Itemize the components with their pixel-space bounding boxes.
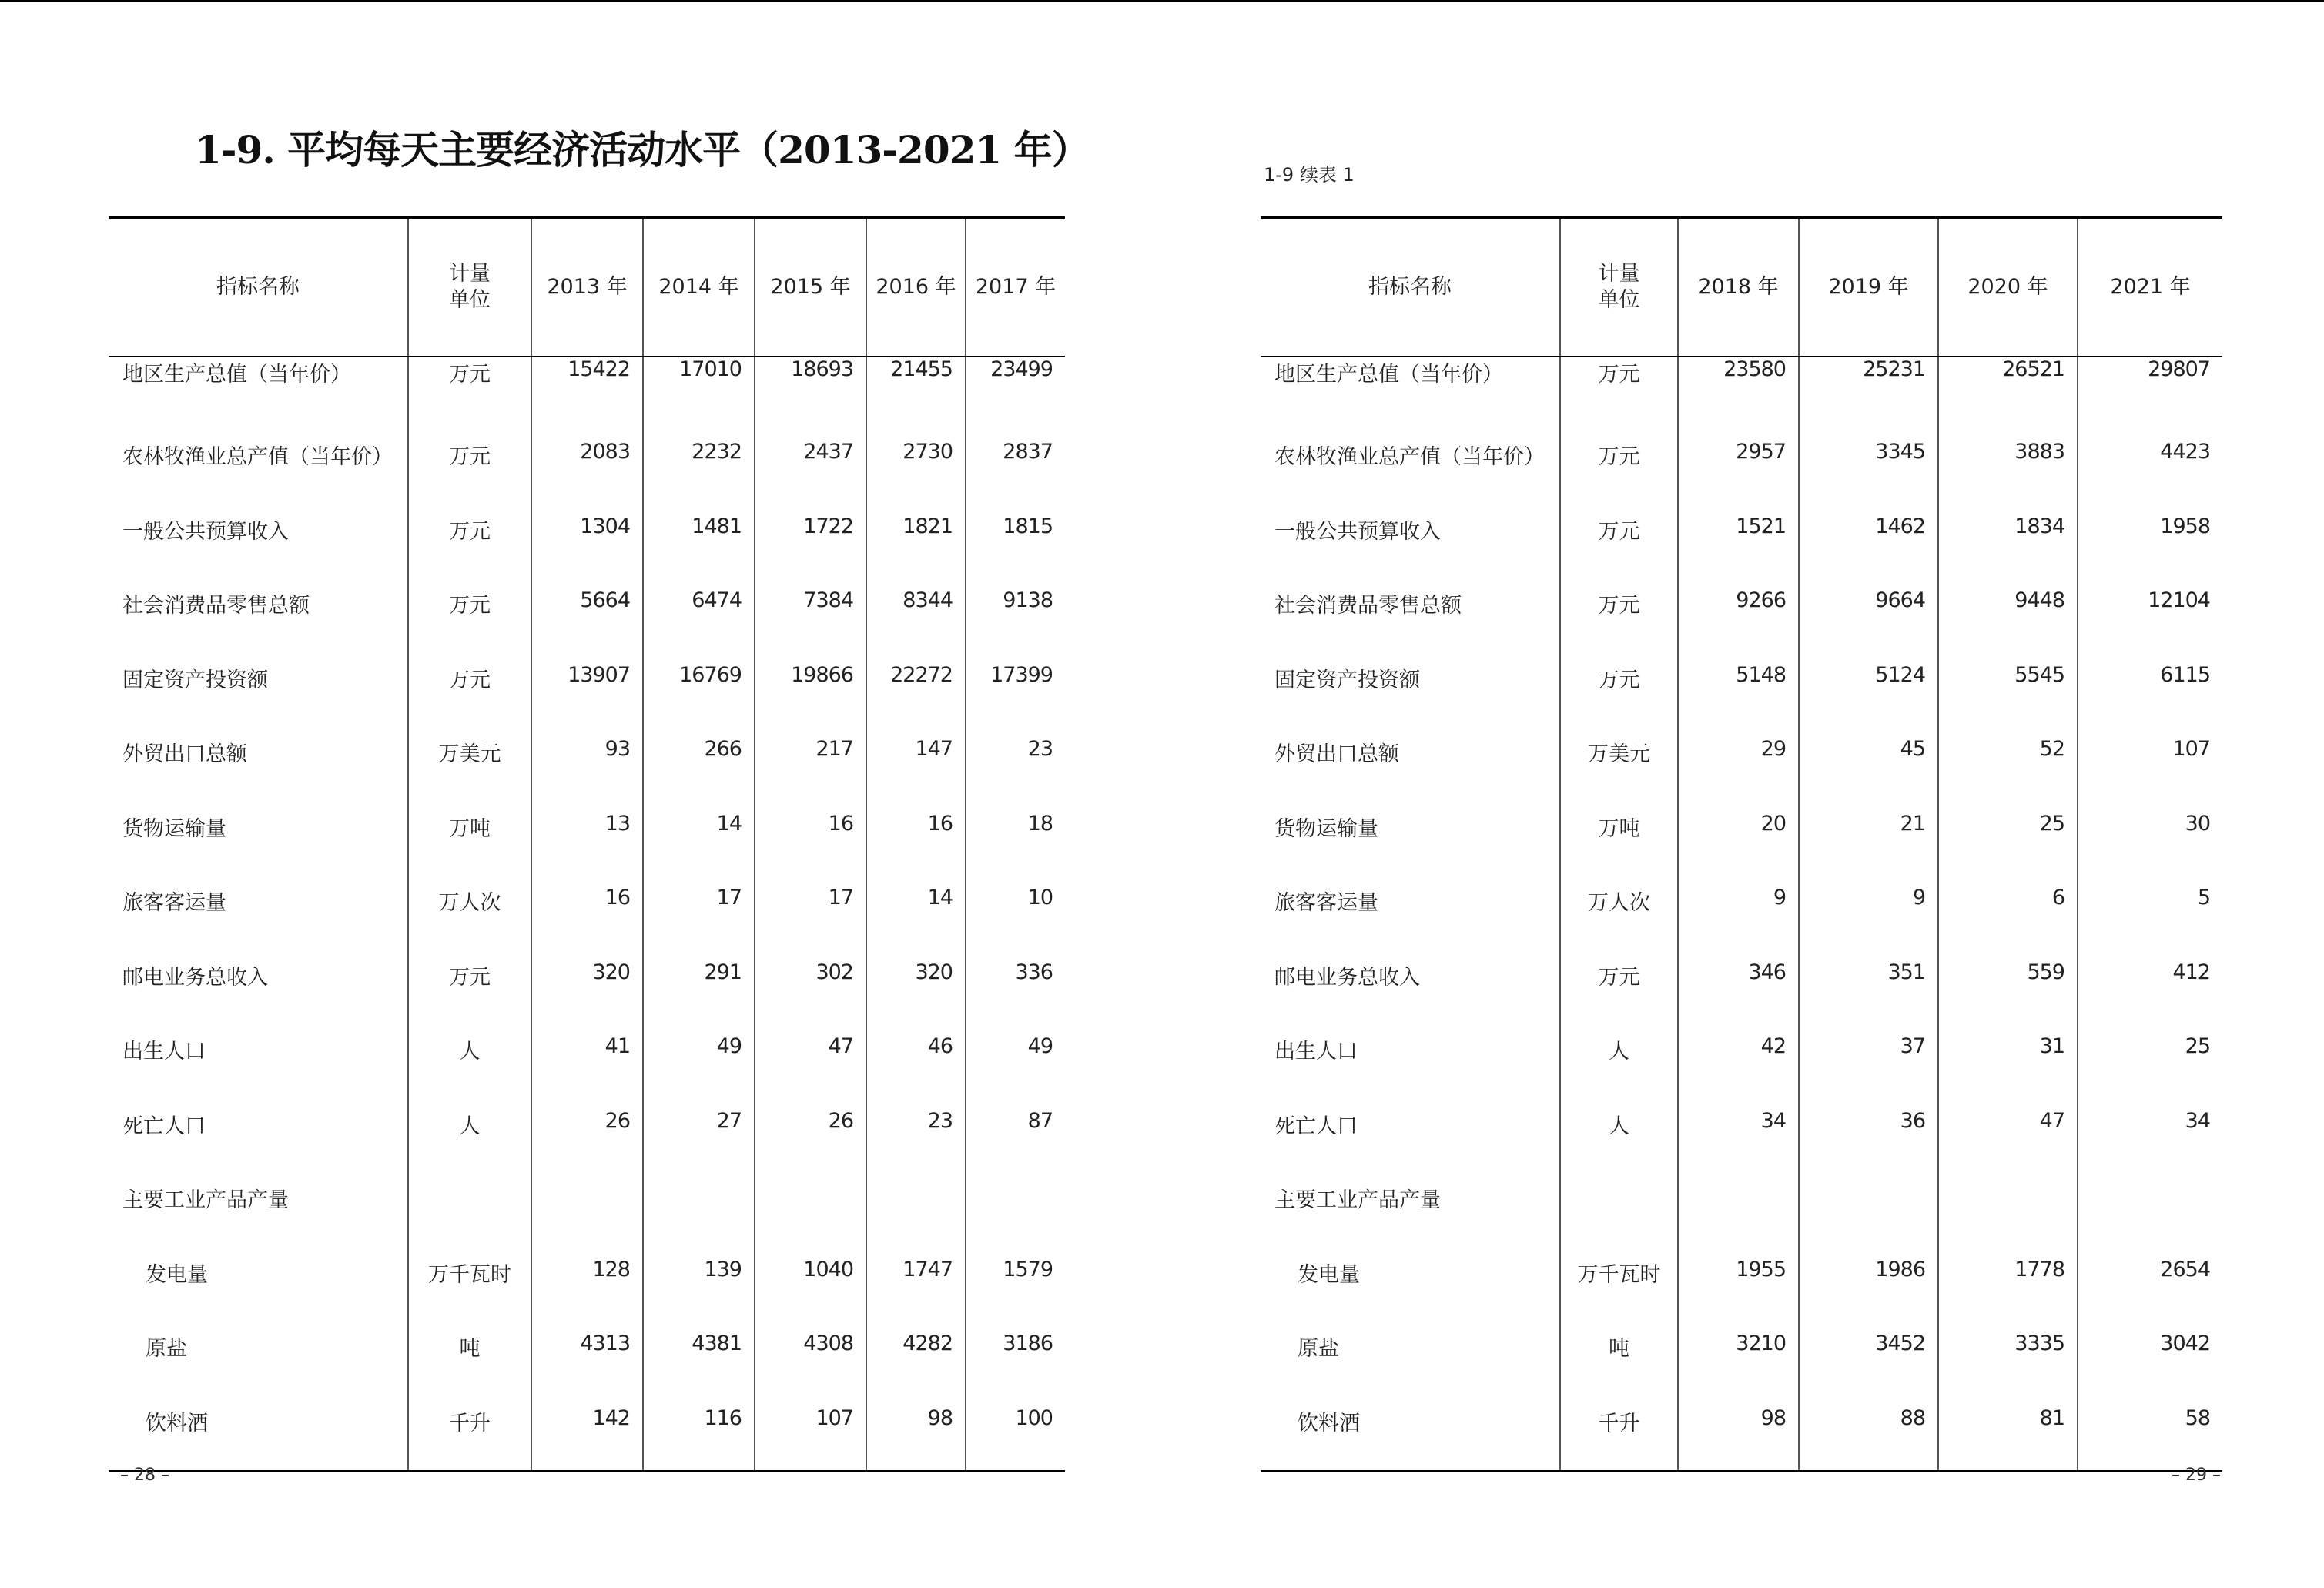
table-row (109, 1174, 1065, 1248)
value-cell: 2837 (1003, 440, 1053, 464)
indicator-name-cell: 固定资产投资额 (1261, 654, 1560, 729)
value-cell: 9 (1678, 876, 1799, 951)
value-cell: 291 (643, 951, 755, 1026)
value-cell: 3345 (1799, 431, 1938, 505)
indicator-name-cell: 邮电业务总收入 (109, 951, 408, 1026)
value-cell: 34 (1678, 1100, 1799, 1174)
value-cell: 3883 (1938, 431, 2078, 505)
table-row (109, 1248, 1065, 1323)
indicator-name-cell: 社会消费品零售总额 (1261, 579, 1560, 654)
unit-cell: 万元 (1560, 431, 1678, 505)
unit-cell: 万千瓦时 (408, 1248, 531, 1323)
indicator-name-cell: 固定资产投资额 (109, 654, 408, 729)
indicator-name-cell: 死亡人口 (1261, 1100, 1560, 1174)
value-cell (643, 1174, 755, 1248)
value-cell: 4423 (2160, 440, 2210, 464)
indicator-name-cell: 货物运输量 (109, 802, 408, 877)
value-cell: 93 (531, 728, 643, 802)
unit-cell: 人 (408, 1025, 531, 1100)
value-cell: 49 (643, 1025, 755, 1100)
header-year: 2015 年 (755, 218, 866, 357)
indicator-name-cell: 货物运输量 (1261, 802, 1560, 877)
value-cell: 351 (1799, 951, 1938, 1026)
value-cell: 13907 (531, 654, 643, 729)
value-cell: 58 (2078, 1397, 2222, 1472)
value-cell: 266 (643, 728, 755, 802)
table-row (1261, 1025, 2222, 1100)
value-cell: 107 (2172, 737, 2210, 761)
stats-table-2013-2017 (109, 216, 1065, 1472)
value-cell: 16 (866, 802, 966, 877)
table-row (109, 951, 1065, 1026)
value-cell: 26 (531, 1100, 643, 1174)
value-cell: 5664 (531, 579, 643, 654)
value-cell: 25231 (1799, 357, 1938, 431)
header-year: 2014 年 (643, 218, 755, 357)
value-cell: 16769 (643, 654, 755, 729)
table-row (109, 1322, 1065, 1397)
value-cell: 4313 (531, 1322, 643, 1397)
header-unit-line2: 单位 (1598, 287, 1640, 312)
table-row (1261, 728, 2222, 802)
value-cell: 46 (866, 1025, 966, 1100)
table-row (109, 1100, 1065, 1174)
value-cell: 49 (1027, 1034, 1053, 1058)
header-year: 2018 年 (1678, 218, 1799, 357)
value-cell: 2654 (2160, 1257, 2210, 1281)
value-cell: 37 (1799, 1025, 1938, 1100)
value-cell (755, 1174, 866, 1248)
indicator-name-cell: 饮料酒 (109, 1397, 408, 1472)
value-cell: 25 (1938, 802, 2078, 877)
value-cell: 31 (1938, 1025, 2078, 1100)
value-cell: 6 (1938, 876, 2078, 951)
value-cell: 42 (1678, 1025, 1799, 1100)
value-cell: 7384 (755, 579, 866, 654)
indicator-name-cell: 原盐 (109, 1322, 408, 1397)
page-number: – 29 – (2172, 1466, 2221, 1485)
unit-cell: 万元 (408, 431, 531, 505)
value-cell: 10 (1027, 886, 1053, 910)
value-cell: 25 (2185, 1034, 2210, 1058)
value-cell: 5 (2197, 886, 2210, 910)
value-cell: 15422 (531, 357, 643, 431)
value-cell: 3042 (2160, 1332, 2210, 1355)
continuation-label: 1-9 续表 1 (1264, 164, 1355, 186)
value-cell: 22272 (866, 654, 966, 729)
header-year: 2021 年 (2078, 218, 2222, 357)
value-cell: 5545 (1938, 654, 2078, 729)
table-row (109, 1025, 1065, 1100)
table-row (1261, 357, 2222, 431)
header-row (1261, 218, 2222, 357)
value-cell: 47 (755, 1025, 866, 1100)
value-cell: 17399 (990, 662, 1053, 687)
indicator-name-cell: 旅客客运量 (1261, 876, 1560, 951)
indicator-name-cell: 主要工业产品产量 (109, 1174, 408, 1248)
unit-cell (408, 1174, 531, 1248)
value-cell: 47 (1938, 1100, 2078, 1174)
indicator-name-cell: 地区生产总值（当年价） (1261, 357, 1560, 431)
table-row (109, 579, 1065, 654)
value-cell: 1579 (1003, 1257, 1053, 1281)
value-cell: 1815 (1003, 514, 1053, 538)
value-cell: 81 (1938, 1397, 2078, 1472)
value-cell: 88 (1799, 1397, 1938, 1472)
table-row (1261, 802, 2222, 877)
value-cell: 3186 (1003, 1332, 1053, 1355)
value-cell: 320 (531, 951, 643, 1026)
value-cell: 9138 (1003, 588, 1053, 612)
header-indicator-name: 指标名称 (1261, 218, 1560, 357)
value-cell: 142 (531, 1397, 643, 1472)
value-cell: 9664 (1799, 579, 1938, 654)
value-cell: 26 (755, 1100, 866, 1174)
value-cell (866, 1174, 966, 1248)
value-cell: 1747 (866, 1248, 966, 1323)
header-unit-line1: 计量 (1598, 261, 1640, 286)
header-unit (408, 218, 531, 357)
table-row (1261, 1322, 2222, 1397)
header-row (109, 218, 1065, 357)
value-cell: 23499 (990, 357, 1053, 381)
value-cell: 21455 (866, 357, 966, 431)
value-cell: 336 (1015, 960, 1053, 984)
table-row (109, 1397, 1065, 1472)
value-cell: 12104 (2148, 588, 2210, 612)
unit-cell: 吨 (1560, 1322, 1678, 1397)
value-cell: 2232 (643, 431, 755, 505)
value-cell: 26521 (1938, 357, 2078, 431)
value-cell: 100 (966, 1397, 1065, 1472)
unit-cell: 人 (408, 1100, 531, 1174)
header-unit-line1: 计量 (449, 261, 491, 286)
value-cell (966, 1174, 1065, 1248)
value-cell: 16 (755, 802, 866, 877)
indicator-name-cell: 地区生产总值（当年价） (109, 357, 408, 431)
value-cell: 16 (531, 876, 643, 951)
indicator-name-cell: 出生人口 (1261, 1025, 1560, 1100)
unit-cell: 万美元 (408, 728, 531, 802)
value-cell: 18693 (755, 357, 866, 431)
value-cell: 9 (1799, 876, 1938, 951)
value-cell (1938, 1174, 2078, 1248)
unit-cell: 万元 (1560, 951, 1678, 1026)
table-row (109, 876, 1065, 951)
unit-cell: 万人次 (408, 876, 531, 951)
value-cell: 147 (866, 728, 966, 802)
value-cell: 217 (755, 728, 866, 802)
value-cell: 98 (866, 1397, 966, 1472)
unit-cell: 万元 (408, 505, 531, 580)
table-row (1261, 505, 2222, 580)
value-cell: 30 (2185, 811, 2210, 836)
value-cell: 320 (866, 951, 966, 1026)
value-cell: 1834 (1938, 505, 2078, 580)
value-cell: 1821 (866, 505, 966, 580)
value-cell: 29 (1678, 728, 1799, 802)
value-cell: 9266 (1678, 579, 1799, 654)
indicator-name-cell: 农林牧渔业总产值（当年价） (109, 431, 408, 505)
value-cell: 27 (643, 1100, 755, 1174)
value-cell: 1722 (755, 505, 866, 580)
table-row (1261, 1248, 2222, 1323)
value-cell: 8344 (866, 579, 966, 654)
value-cell: 5148 (1678, 654, 1799, 729)
table-row (1261, 431, 2222, 505)
value-cell: 3210 (1678, 1322, 1799, 1397)
value-cell: 45 (1799, 728, 1938, 802)
table-row (1261, 654, 2222, 729)
value-cell: 23 (866, 1100, 966, 1174)
stats-table-2018-2021 (1261, 216, 2222, 1472)
value-cell: 21 (1799, 802, 1938, 877)
indicator-name-cell: 邮电业务总收入 (1261, 951, 1560, 1026)
indicator-name-cell: 社会消费品零售总额 (109, 579, 408, 654)
value-cell: 2083 (531, 431, 643, 505)
value-cell: 13 (531, 802, 643, 877)
header-unit (1560, 218, 1678, 357)
value-cell: 18 (1027, 811, 1053, 836)
unit-cell: 万元 (408, 951, 531, 1026)
value-cell (2078, 1174, 2222, 1248)
table-row (109, 802, 1065, 877)
value-cell (1678, 1174, 1799, 1248)
value-cell: 9448 (1938, 579, 2078, 654)
value-cell: 6115 (2160, 662, 2210, 687)
value-cell: 5124 (1799, 654, 1938, 729)
table-row (109, 357, 1065, 431)
table-row (109, 505, 1065, 580)
value-cell: 139 (643, 1248, 755, 1323)
value-cell: 2730 (866, 431, 966, 505)
value-cell: 36 (1799, 1100, 1938, 1174)
value-cell: 20 (1678, 802, 1799, 877)
unit-cell: 万吨 (408, 802, 531, 877)
page-title: 1-9. 平均每天主要经济活动水平（2013-2021 年） (195, 127, 1090, 173)
indicator-name-cell: 农林牧渔业总产值（当年价） (1261, 431, 1560, 505)
value-cell: 1986 (1799, 1248, 1938, 1323)
header-unit-line2: 单位 (449, 287, 491, 312)
unit-cell: 人 (1560, 1025, 1678, 1100)
indicator-name-cell: 一般公共预算收入 (1261, 505, 1560, 580)
value-cell: 4308 (755, 1322, 866, 1397)
value-cell: 52 (1938, 728, 2078, 802)
right-page (1162, 0, 2324, 1588)
value-cell: 17 (755, 876, 866, 951)
unit-cell: 万元 (408, 357, 531, 431)
header-indicator-name: 指标名称 (109, 218, 408, 357)
unit-cell: 人 (1560, 1100, 1678, 1174)
value-cell: 1481 (643, 505, 755, 580)
indicator-name-cell: 死亡人口 (109, 1100, 408, 1174)
value-cell: 3335 (1938, 1322, 2078, 1397)
value-cell: 17 (643, 876, 755, 951)
value-cell: 1955 (1678, 1248, 1799, 1323)
unit-cell: 万吨 (1560, 802, 1678, 877)
value-cell: 19866 (755, 654, 866, 729)
value-cell: 34 (2185, 1108, 2210, 1133)
page-number: – 28 – (120, 1466, 169, 1485)
value-cell: 1521 (1678, 505, 1799, 580)
indicator-name-cell: 外贸出口总额 (1261, 728, 1560, 802)
value-cell: 17010 (643, 357, 755, 431)
header-year: 2020 年 (1938, 218, 2078, 357)
table-row (1261, 1100, 2222, 1174)
value-cell: 23580 (1678, 357, 1799, 431)
unit-cell (1560, 1174, 1678, 1248)
indicator-name-cell: 发电量 (1261, 1248, 1560, 1323)
value-cell: 1958 (2160, 514, 2210, 538)
unit-cell: 万元 (1560, 357, 1678, 431)
indicator-name-cell: 原盐 (1261, 1322, 1560, 1397)
value-cell: 559 (1938, 951, 2078, 1026)
unit-cell: 万元 (1560, 654, 1678, 729)
value-cell: 302 (755, 951, 866, 1026)
header-year: 2013 年 (531, 218, 643, 357)
value-cell: 1304 (531, 505, 643, 580)
value-cell: 128 (531, 1248, 643, 1323)
value-cell: 4282 (866, 1322, 966, 1397)
value-cell: 2437 (755, 431, 866, 505)
value-cell: 116 (643, 1397, 755, 1472)
value-cell: 346 (1678, 951, 1799, 1026)
table-row (1261, 1174, 2222, 1248)
table-row (1261, 876, 2222, 951)
value-cell: 23 (1027, 737, 1053, 761)
table-row (109, 431, 1065, 505)
table-row (1261, 1397, 2222, 1472)
unit-cell: 吨 (408, 1322, 531, 1397)
value-cell: 3452 (1799, 1322, 1938, 1397)
indicator-name-cell: 饮料酒 (1261, 1397, 1560, 1472)
value-cell: 14 (643, 802, 755, 877)
unit-cell: 千升 (1560, 1397, 1678, 1472)
value-cell: 412 (2172, 960, 2210, 984)
value-cell: 98 (1678, 1397, 1799, 1472)
unit-cell: 万元 (408, 579, 531, 654)
header-year: 2017 年 (966, 218, 1065, 357)
table-row (1261, 951, 2222, 1026)
value-cell: 2957 (1678, 431, 1799, 505)
value-cell: 4381 (643, 1322, 755, 1397)
table-row (109, 654, 1065, 729)
table-row (109, 728, 1065, 802)
indicator-name-cell: 主要工业产品产量 (1261, 1174, 1560, 1248)
value-cell: 14 (866, 876, 966, 951)
unit-cell: 万人次 (1560, 876, 1678, 951)
unit-cell: 万美元 (1560, 728, 1678, 802)
value-cell: 87 (1027, 1108, 1053, 1133)
table-row (1261, 579, 2222, 654)
header-year: 2016 年 (866, 218, 966, 357)
value-cell: 1778 (1938, 1248, 2078, 1323)
value-cell (1799, 1174, 1938, 1248)
value-cell: 1462 (1799, 505, 1938, 580)
unit-cell: 万元 (408, 654, 531, 729)
indicator-name-cell: 旅客客运量 (109, 876, 408, 951)
indicator-name-cell: 外贸出口总额 (109, 728, 408, 802)
unit-cell: 万元 (1560, 579, 1678, 654)
unit-cell: 千升 (408, 1397, 531, 1472)
header-year: 2019 年 (1799, 218, 1938, 357)
indicator-name-cell: 一般公共预算收入 (109, 505, 408, 580)
value-cell: 41 (531, 1025, 643, 1100)
indicator-name-cell: 发电量 (109, 1248, 408, 1323)
indicator-name-cell: 出生人口 (109, 1025, 408, 1100)
value-cell: 107 (755, 1397, 866, 1472)
value-cell: 29807 (2148, 357, 2210, 381)
value-cell: 1040 (755, 1248, 866, 1323)
value-cell: 6474 (643, 579, 755, 654)
value-cell (531, 1174, 643, 1248)
unit-cell: 万元 (1560, 505, 1678, 580)
unit-cell: 万千瓦时 (1560, 1248, 1678, 1323)
